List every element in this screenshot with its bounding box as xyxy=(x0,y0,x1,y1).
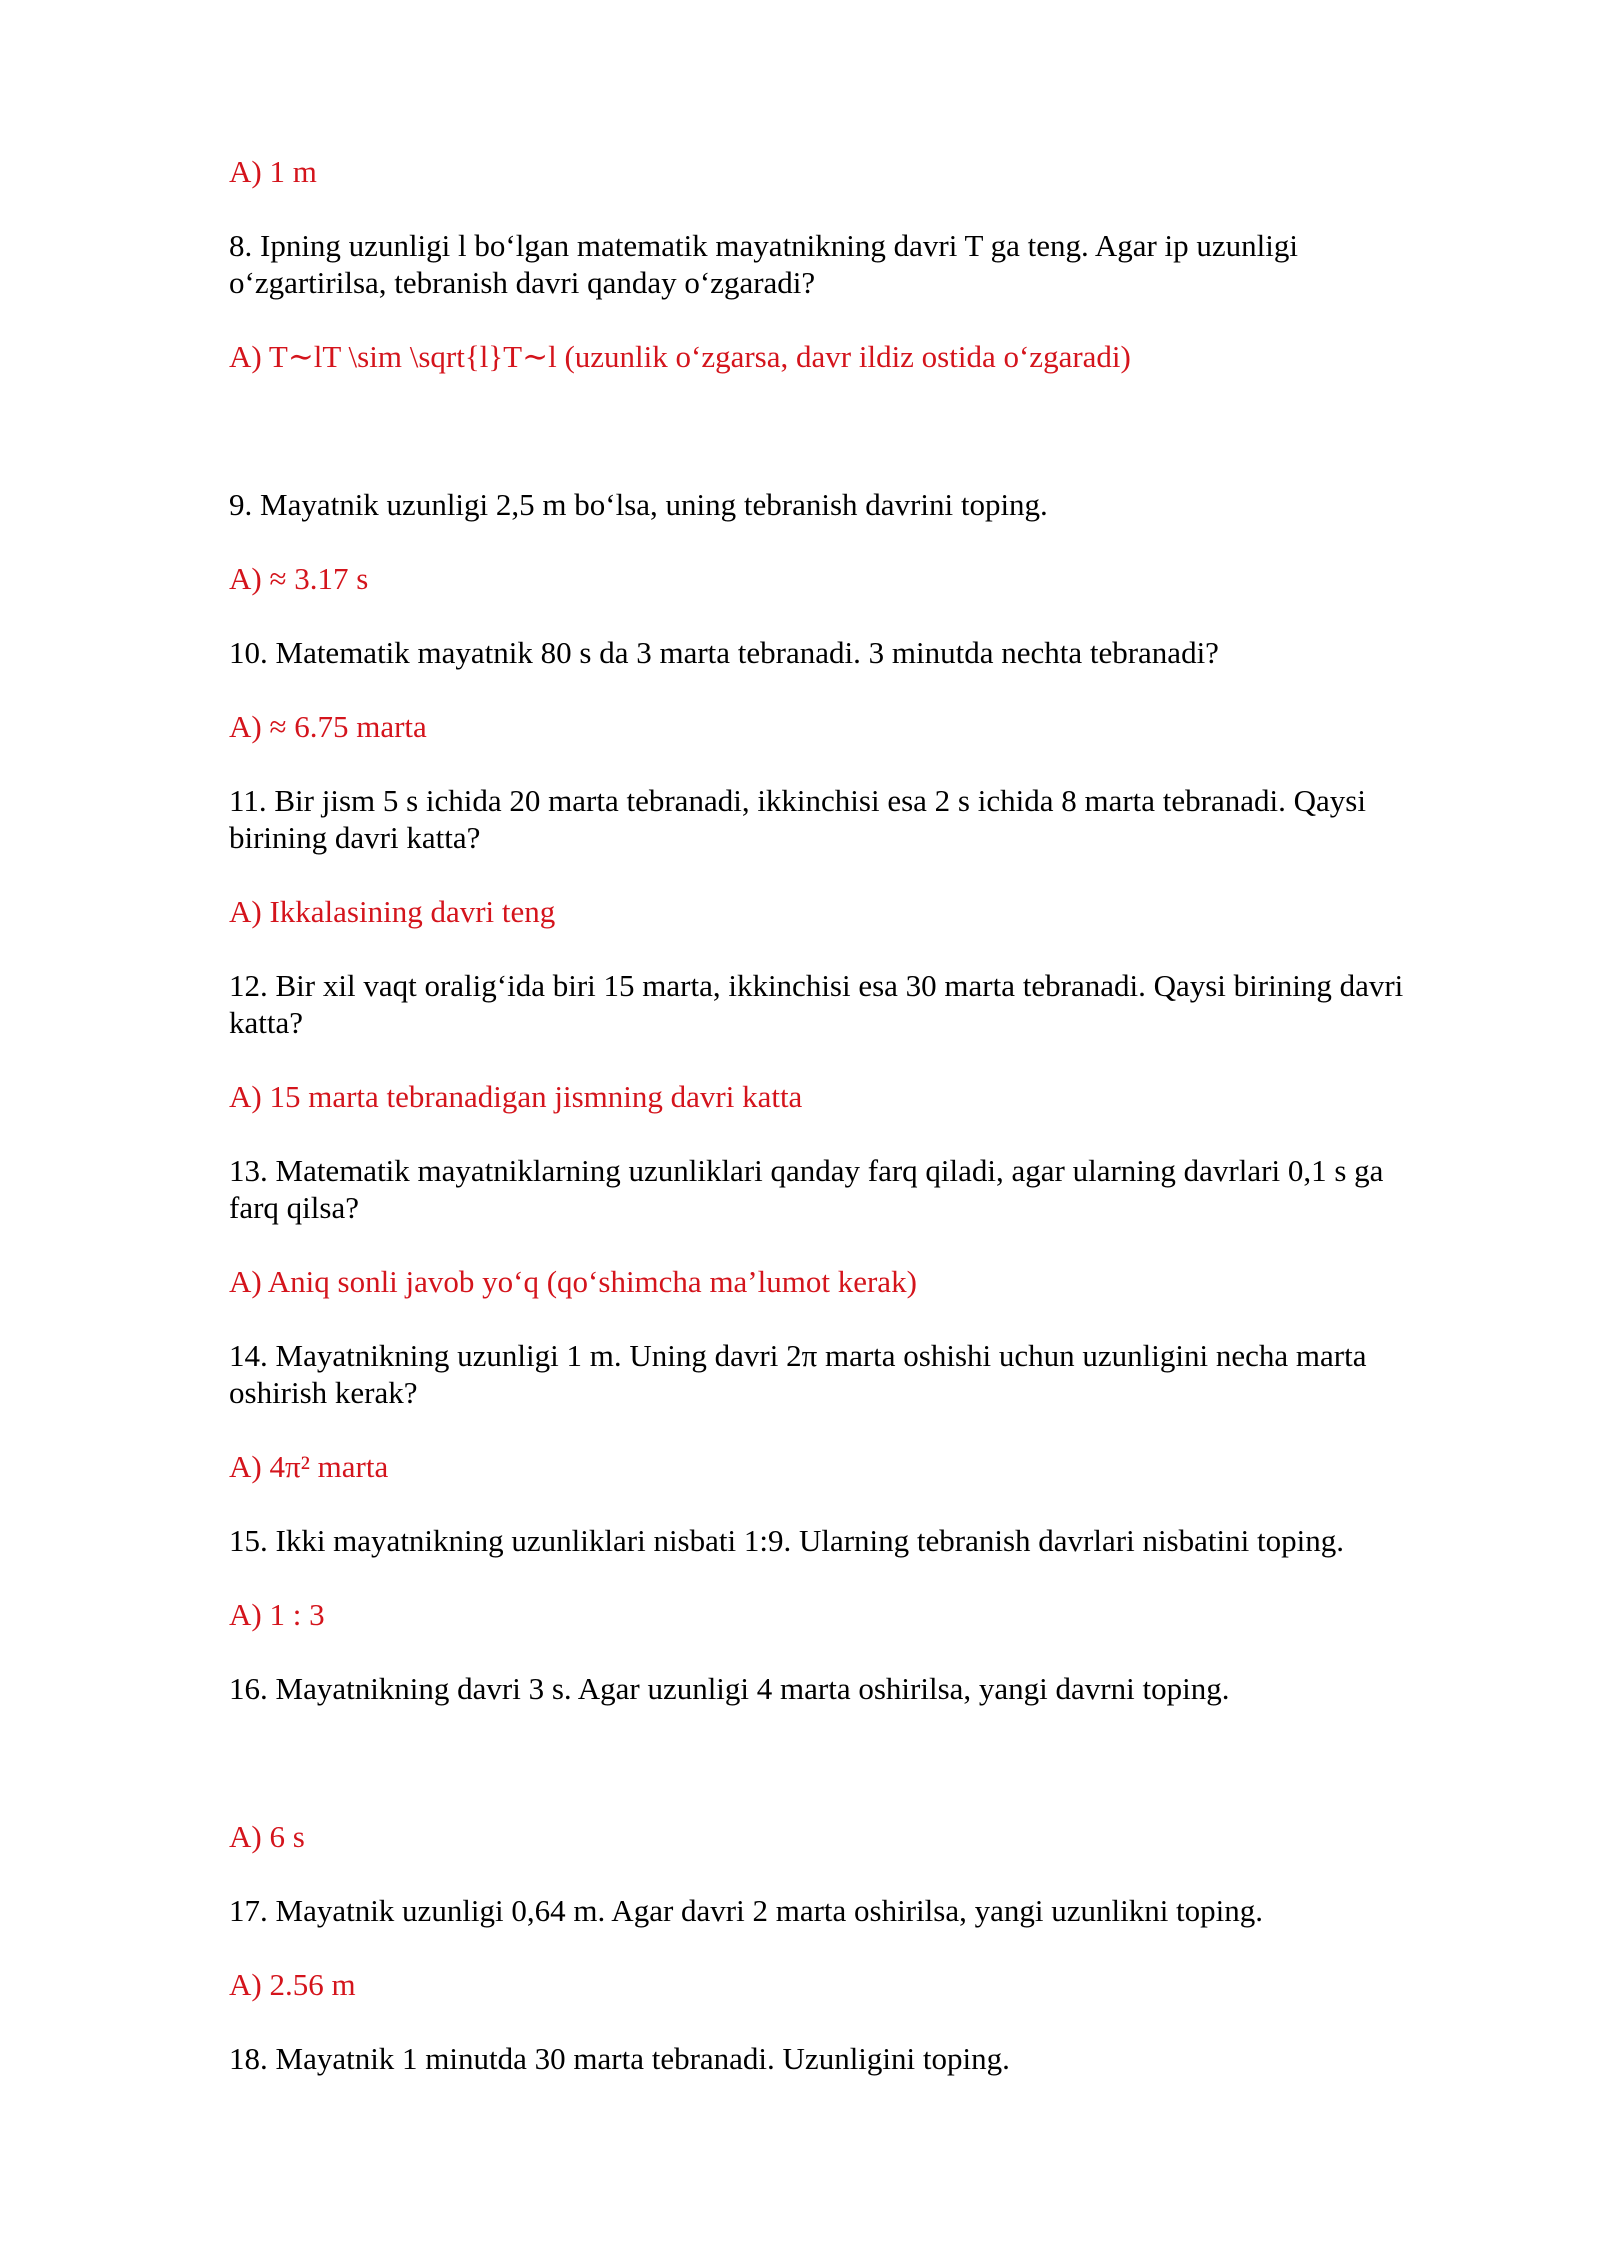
question-14-line-1: 14. Mayatnikning uzunligi 1 m. Uning davri 2π marta oshishi uchun uzunligini necha marta xyxy=(229,1338,1367,1373)
question-10-line: 10. Matematik mayatnik 80 s da 3 marta tebranadi. 3 minutda nechta tebranadi? xyxy=(229,635,1219,670)
question-14-line-2: oshirish kerak? xyxy=(229,1375,418,1410)
question-8-line-2: o‘zgartirilsa, tebranish davri qanday o‘zgaradi? xyxy=(229,265,816,300)
question-17-line: 17. Mayatnik uzunligi 0,64 m. Agar davri 2 marta oshirilsa, yangi uzunlikni toping. xyxy=(229,1893,1264,1928)
question-12-line-2: katta? xyxy=(229,1005,304,1040)
answer-12-line: A) 15 marta tebranadigan jismning davri katta xyxy=(229,1079,803,1114)
question-8-line-1: 8. Ipning uzunligi l bo‘lgan matematik mayatnikning davri T ga teng. Agar ip uzunligi xyxy=(229,228,1299,263)
question-13-line-1: 13. Matematik mayatniklarning uzunliklari qanday farq qiladi, agar ularning davrlari 0,1 s ga xyxy=(229,1153,1384,1188)
answer-14-line: A) 4π² marta xyxy=(229,1449,389,1484)
question-18-line: 18. Mayatnik 1 minutda 30 marta tebranadi. Uzunligini toping. xyxy=(229,2041,1010,2076)
answer-7-line: A) 1 m xyxy=(229,154,317,189)
answer-16-line: A) 6 s xyxy=(229,1819,305,1854)
question-16-line: 16. Mayatnikning davri 3 s. Agar uzunligi 4 marta oshirilsa, yangi davrni toping. xyxy=(229,1671,1230,1706)
answer-13-line: A) Aniq sonli javob yo‘q (qo‘shimcha ma’lumot kerak) xyxy=(229,1264,917,1299)
question-11-line-2: birining davri katta? xyxy=(229,820,481,855)
answer-17-line: A) 2.56 m xyxy=(229,1967,356,2002)
question-13-line-2: farq qilsa? xyxy=(229,1190,359,1225)
question-12-line-1: 12. Bir xil vaqt oralig‘ida biri 15 marta, ikkinchisi esa 30 marta tebranadi. Qaysi birining davri xyxy=(229,968,1404,1003)
question-11-line-1: 11. Bir jism 5 s ichida 20 marta tebranadi, ikkinchisi esa 2 s ichida 8 marta tebranadi. Qaysi xyxy=(229,783,1366,818)
question-15-line: 15. Ikki mayatnikning uzunliklari nisbati 1:9. Ularning tebranish davrlari nisbatini toping. xyxy=(229,1523,1344,1558)
question-9-line: 9. Mayatnik uzunligi 2,5 m bo‘lsa, uning tebranish davrini toping. xyxy=(229,487,1048,522)
answer-8-line: A) T∼lT \sim \sqrt{l}T∼l (uzunlik o‘zgarsa, davr ildiz ostida o‘zgaradi) xyxy=(229,339,1131,374)
answer-10-line: A) ≈ 6.75 marta xyxy=(229,709,427,744)
answer-9-line: A) ≈ 3.17 s xyxy=(229,561,369,596)
answer-15-line: A) 1 : 3 xyxy=(229,1597,325,1632)
answer-11-line: A) Ikkalasining davri teng xyxy=(229,894,556,929)
